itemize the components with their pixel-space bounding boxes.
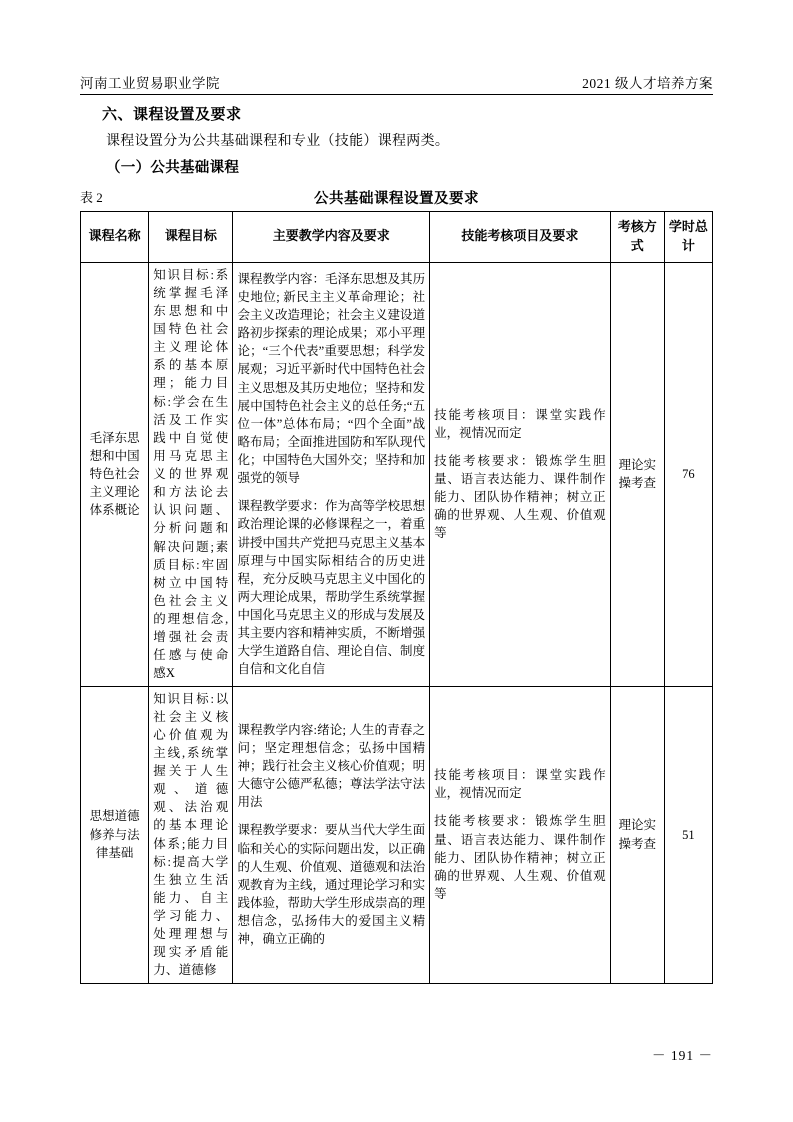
column-header-course-name: 课程名称 xyxy=(81,212,149,263)
header-right-text: 2021 级人才培养方案 xyxy=(582,76,713,91)
cell-skill-assessment xyxy=(430,686,611,983)
teaching-requirement-part: 课程教学要求：要从当代大学生面临和关心的实际问题出发，以正确的人生观、价值观、道德观和法治观教育为主线，通过理论学习和实践体验，帮助大学生形成崇高的理想信念，弘扬伟大的爱国主义精神，确立正确的 xyxy=(237,823,426,947)
teaching-content-part: 课程教学内容：毛泽东思想及其历史地位; 新民主主义革命理论；社会主义改造理论；社会主义建设道路初步探索的理论成果；邓小平理论；“三个代表”重要思想；科学发展观；习近平新时代中国特色社会主义思想及其历史地位；坚持和发展中国特色社会主义的总任务;“五位一体”总体布局；“四个全面”战略布局；全面推进国防和军队现代化；中国特色大国外交；坚持和加强党的领导 xyxy=(237,271,426,486)
page-content xyxy=(80,103,713,984)
table-row xyxy=(81,262,713,686)
column-header-teaching-content: 主要教学内容及要求 xyxy=(233,212,430,263)
cell-total-hours: 76 xyxy=(664,262,712,686)
skill-requirement-part: 技能考核要求：锻炼学生胆量、语言表达能力、课件制作能力、团队协作精神；树立正确的世界观、人生观、价值观等 xyxy=(434,814,606,901)
cell-teaching-content xyxy=(233,262,430,686)
header-left-text: 河南工业贸易职业学院 xyxy=(80,76,220,91)
teaching-requirement-part: 课程教学要求：作为高等学校思想政治理论课的必修课程之一，着重讲授中国共产党把马克思主义基本原理与中国实际相结合的历史进程，充分反映马克思主义中国化的两大理论成果，帮助学生系统掌握中国化马克思主义的形成与发展及其主要内容和精神实质，不断增强大学生道路自信、理论自信、制度自信和文化自信 xyxy=(237,499,426,677)
teaching-content-part: 课程教学内容:绪论; 人生的青春之问；坚定理想信念；弘扬中国精神；践行社会主义核心价值观；明大德守公德严私德；尊法学法守法用法 xyxy=(237,722,426,810)
table-number: 表 2 xyxy=(80,190,103,205)
section-intro-text: 课程设置分为公共基础课程和专业（技能）课程两类。 xyxy=(106,134,450,149)
cell-course-goal: 知识目标:系统掌握毛泽东思想和中国特色社会主义理论体系的基本原理；能力目标:学会在生活及工作实践中自觉使用马克思主义的世界观和方法论去认识问题、分析问题和解决问题;素质目标:牢固树立中国特色社会主义的理想信念,增强社会责任感与使命感X xyxy=(149,262,233,686)
cell-course-name: 思想道德修养与法律基础 xyxy=(81,686,149,983)
column-header-course-goal: 课程目标 xyxy=(149,212,233,263)
section-heading: 六、课程设置及要求 xyxy=(102,107,242,123)
cell-course-name: 毛泽东思想和中国特色社会主义理论体系概论 xyxy=(81,262,149,686)
skill-project-part: 技能考核项目：课堂实践作业，视情况而定 xyxy=(434,768,606,801)
page-header xyxy=(80,72,713,92)
skill-project-part: 技能考核项目：课堂实践作业，视情况而定 xyxy=(434,407,606,440)
cell-teaching-content xyxy=(233,686,430,983)
skill-requirement-part: 技能考核要求：锻炼学生胆量、语言表达能力、课件制作能力、团队协作精神；树立正确的世界观、人生观、价值观等 xyxy=(434,453,606,541)
table-caption xyxy=(80,187,713,207)
column-header-skill-assessment: 技能考核项目及要求 xyxy=(430,212,611,263)
table-title: 公共基础课程设置及要求 xyxy=(314,191,479,207)
table-header-row xyxy=(81,212,713,263)
page-number: － 191 － xyxy=(652,1048,713,1063)
cell-exam-method: 理论实操考查 xyxy=(610,262,664,686)
cell-course-goal: 知识目标:以社会主义核心价值观为主线,系统掌握关于人生观、道德观、法治观的基本理论体系;能力目标:提高大学生独立生活能力、自主学习能力、处理理想与现实矛盾能力、道德修 xyxy=(149,686,233,983)
cell-skill-assessment xyxy=(430,262,611,686)
cell-exam-method: 理论实操考查 xyxy=(610,686,664,983)
column-header-total-hours: 学时总计 xyxy=(664,212,712,263)
course-table xyxy=(80,211,713,984)
cell-total-hours: 51 xyxy=(664,686,712,983)
subsection-heading: （一）公共基础课程 xyxy=(106,160,240,176)
column-header-exam-method: 考核方式 xyxy=(610,212,664,263)
table-row xyxy=(81,686,713,983)
header-divider xyxy=(80,94,713,95)
